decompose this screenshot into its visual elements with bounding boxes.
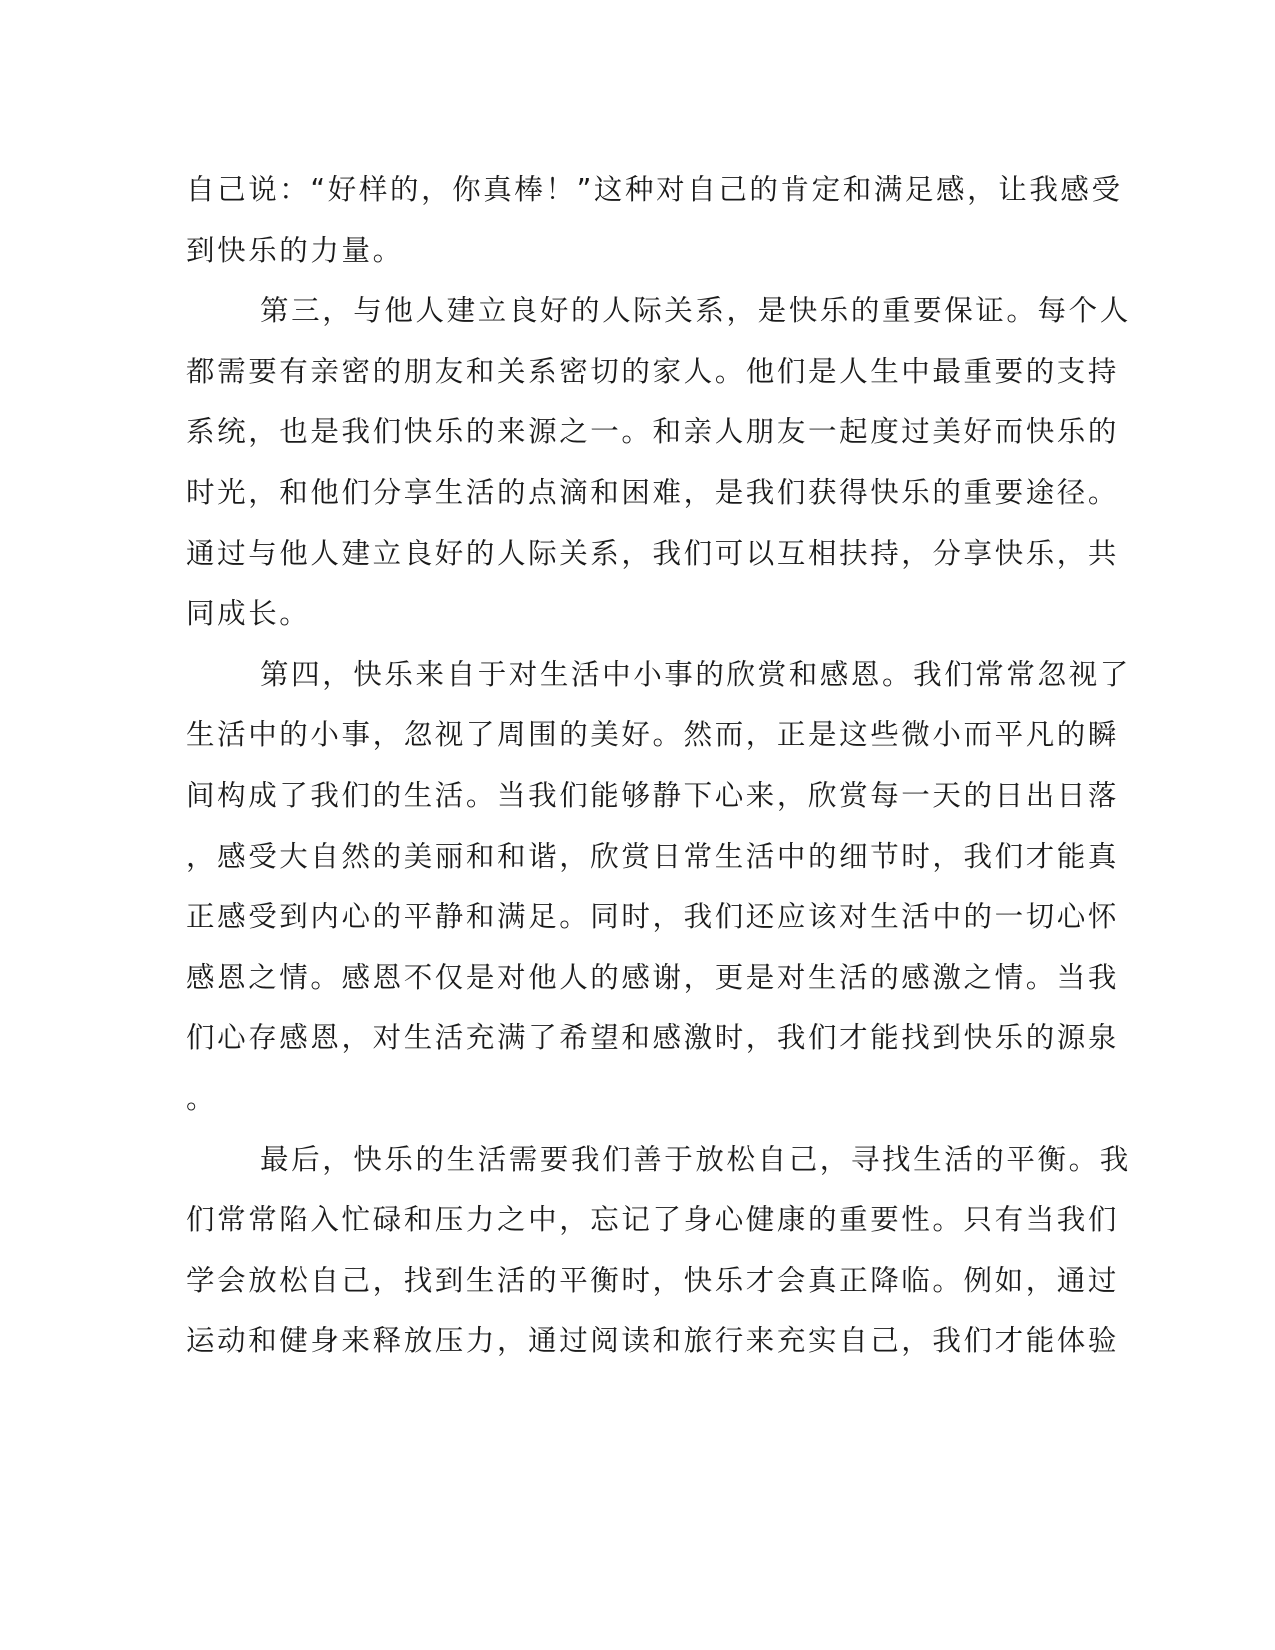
text-line: 运动和健身来释放压力，通过阅读和旅行来充实自己，我们才能体验 [186, 1324, 1120, 1358]
text-line: 学会放松自己，找到生活的平衡时，快乐才会真正降临。例如，通过 [186, 1263, 1120, 1297]
text-line: 同成长。 [186, 597, 311, 631]
text-line: 系统，也是我们快乐的来源之一。和亲人朋友一起度过美好而快乐的 [186, 415, 1120, 449]
paragraph-start-line: 最后，快乐的生活需要我们善于放松自己，寻找生活的平衡。我 [260, 1142, 1131, 1176]
text-line: 生活中的小事，忽视了周围的美好。然而，正是这些微小而平凡的瞬 [186, 718, 1120, 752]
text-line: 正感受到内心的平静和满足。同时，我们还应该对生活中的一切心怀 [186, 900, 1120, 934]
text-line: 都需要有亲密的朋友和关系密切的家人。他们是人生中最重要的支持 [186, 354, 1120, 388]
text-line: 通过与他人建立良好的人际关系，我们可以互相扶持，分享快乐，共 [186, 536, 1120, 570]
text-line: 时光，和他们分享生活的点滴和困难，是我们获得快乐的重要途径。 [186, 475, 1120, 509]
paragraph-start-line: 第三，与他人建立良好的人际关系，是快乐的重要保证。每个人 [260, 294, 1131, 328]
text-line: 间构成了我们的生活。当我们能够静下心来，欣赏每一天的日出日落 [186, 778, 1120, 812]
text-line: 自己说：“好样的，你真棒！”这种对自己的肯定和满足感，让我感受 [186, 173, 1123, 206]
text-line: 们常常陷入忙碌和压力之中，忘记了身心健康的重要性。只有当我们 [186, 1203, 1120, 1237]
text-line: 感恩之情。感恩不仅是对他人的感谢，更是对生活的感激之情。当我 [186, 960, 1120, 994]
body-text [186, 160, 1131, 1372]
text-line: 们心存感恩，对生活充满了希望和感激时，我们才能找到快乐的源泉 [186, 1021, 1120, 1055]
text-line: ，感受大自然的美丽和和谐，欣赏日常生活中的细节时，我们才能真 [186, 839, 1120, 873]
paragraph-start-line: 第四，快乐来自于对生活中小事的欣赏和感恩。我们常常忽视了 [260, 657, 1131, 691]
text-line: 到快乐的力量。 [186, 233, 404, 267]
text-line: 。 [186, 1081, 218, 1115]
